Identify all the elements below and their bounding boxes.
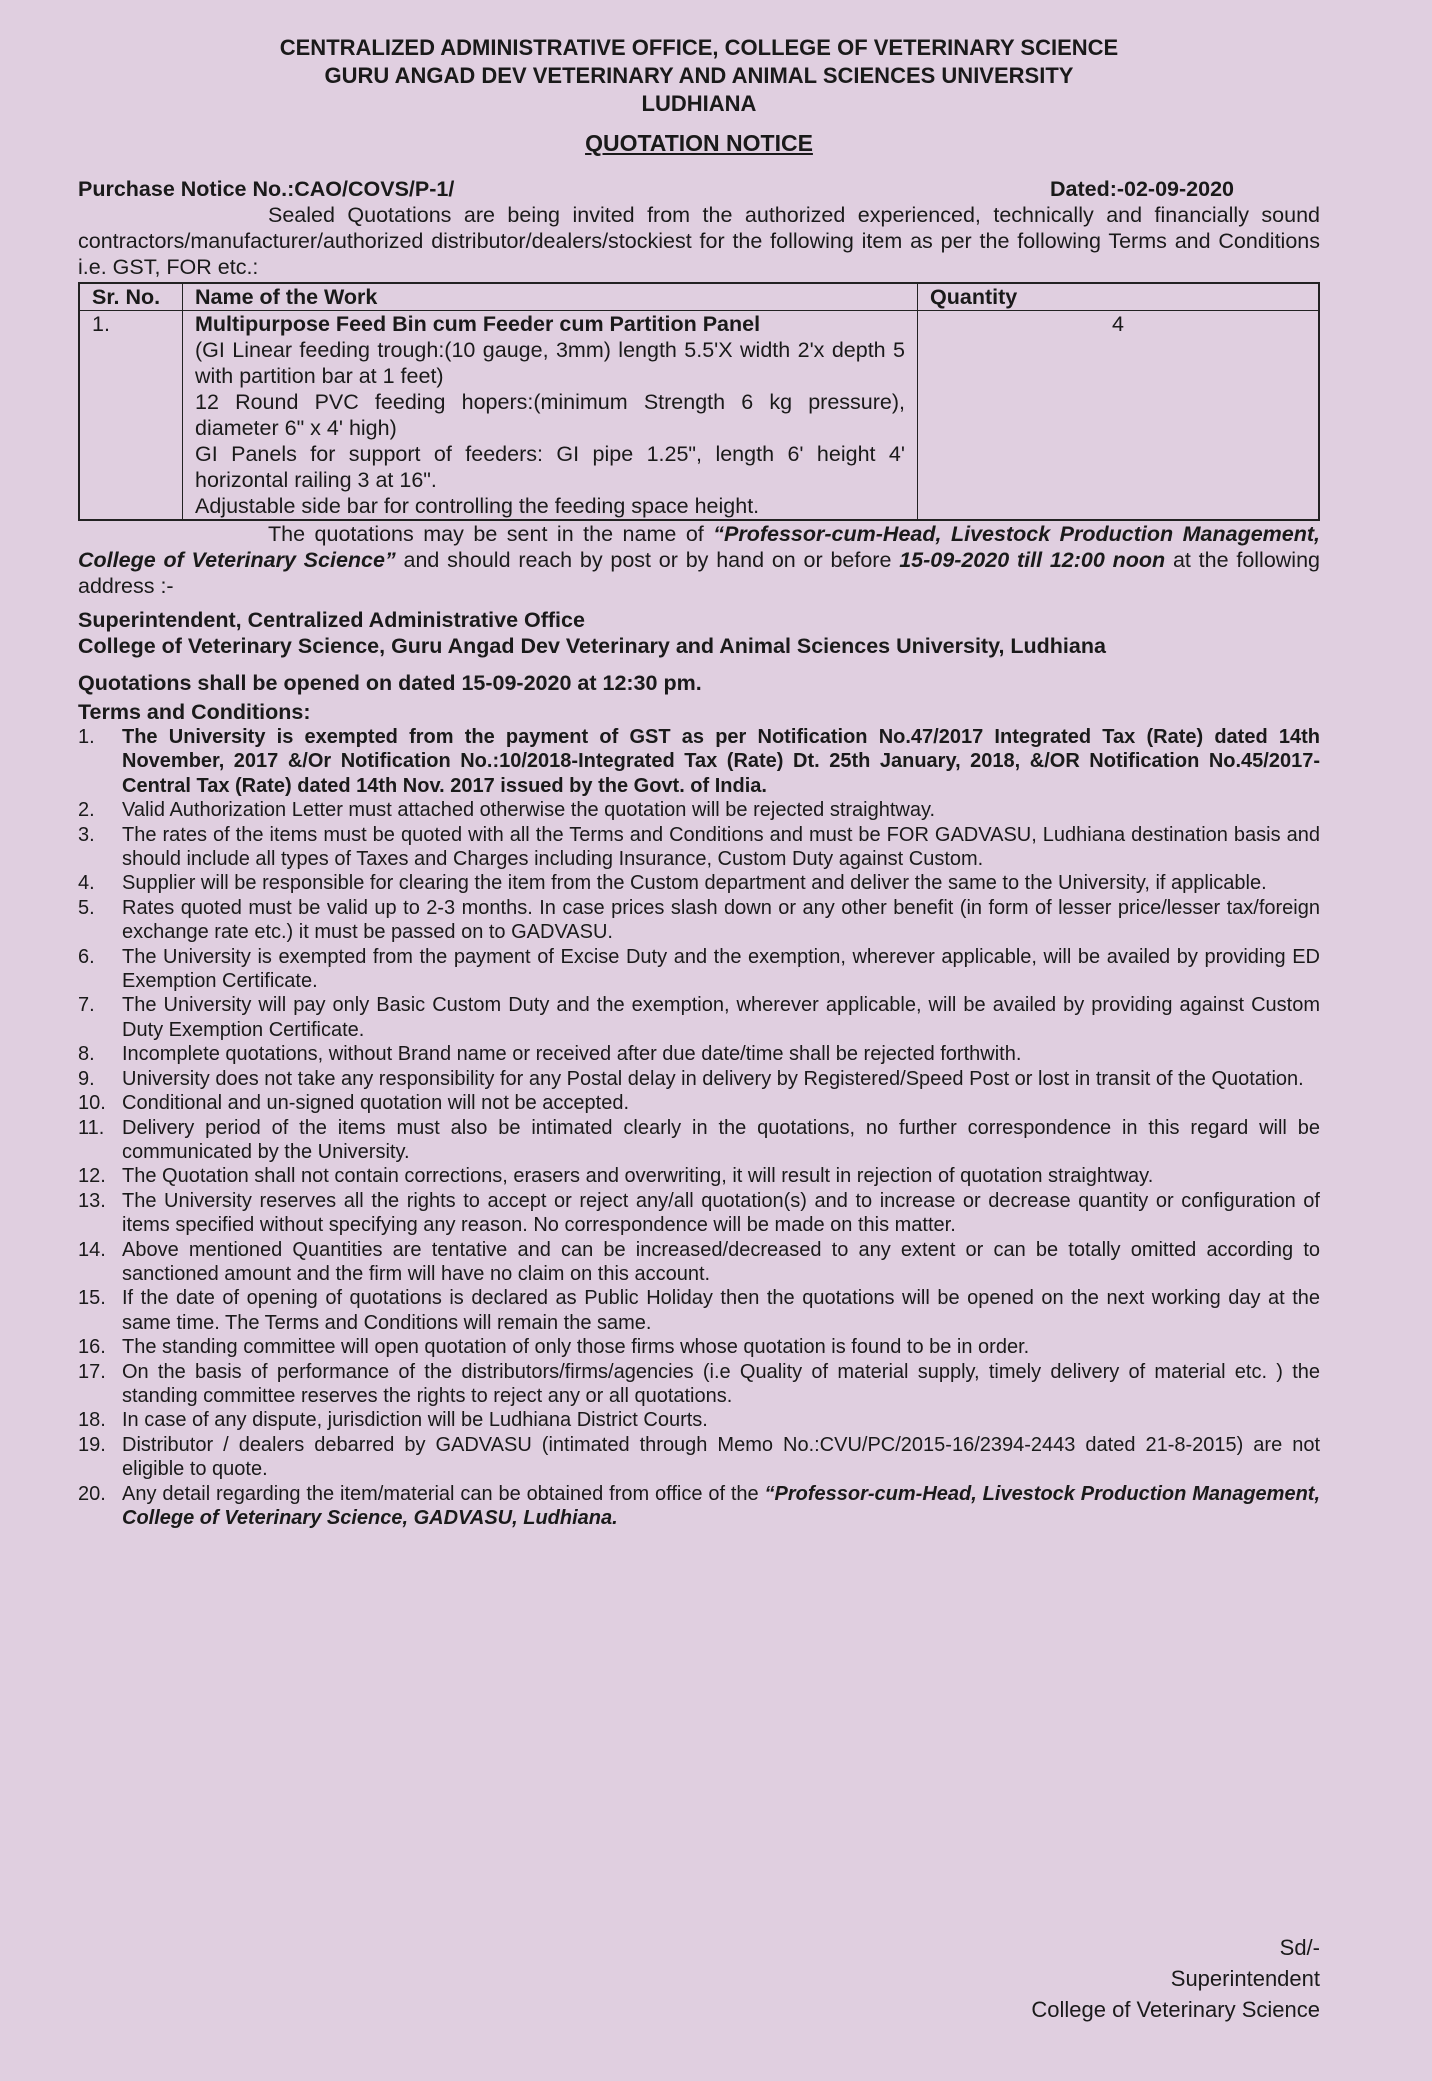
letterhead-line-3: LUDHIANA: [641, 91, 757, 116]
letterhead-line-2: GURU ANGAD DEV VETERINARY AND ANIMAL SCIENCES UNIVERSITY: [324, 63, 1074, 88]
list-item: 17. On the basis of performance of the distributors/firms/agencies (i.e Quality of material supply, timely delivery of material etc. ) the standing committee reserves the rights to reject any or all quotations.: [78, 1360, 1320, 1407]
list-item: 13. The University reserves all the rights to accept or reject any/all quotation(s) and to increase or decrease quantity or configuration of items specified without specifying any reason. No correspondence will be made on this matter.: [78, 1189, 1320, 1237]
list-item: 5. Rates quoted must be valid up to 2-3 months. In case prices slash down or any other benefit (in form of lesser price/lesser tax/foreign exchange rate etc.) it must be passed on to GADVASU.: [78, 896, 1320, 944]
send-post: at the following address :-: [78, 548, 1321, 598]
list-item: 11. Delivery period of the items must also be intimated clearly in the quotations, no further correspondence in this regard will be communicated by the University.: [78, 1116, 1320, 1163]
row-work-description: [183, 311, 918, 521]
opening-date: Quotations shall be opened on dated 15-09-2020 at 12:30 pm.: [78, 671, 702, 695]
terms-heading: Terms and Conditions:: [78, 700, 311, 724]
item-spec-2: 12 Round PVC feeding hopers:(minimum Strength 6 kg pressure), diameter 6" x 4' high): [195, 390, 905, 440]
list-item: 6. The University is exempted from the payment of Excise Duty and the exemption, wherever applicable, will be availed by providing ED Exemption Certificate.: [78, 945, 1320, 993]
send-pre: The quotations may be sent in the name of: [268, 522, 714, 546]
list-item: 16. The standing committee will open quotation of only those firms whose quotation is found to be in order.: [78, 1336, 1030, 1359]
notice-title: QUOTATION NOTICE: [585, 130, 813, 156]
letterhead-line-1: CENTRALIZED ADMINISTRATIVE OFFICE, COLLEGE OF VETERINARY SCIENCE: [279, 35, 1119, 60]
list-item: 18. In case of any dispute, jurisdiction will be Ludhiana District Courts.: [78, 1409, 708, 1432]
list-item: 20. Any detail regarding the item/material can be obtained from office of the “Professor-cum-Head, Livestock Production Management, College of Veterinary Science, GADVASU, Ludhiana.: [78, 1482, 1321, 1529]
letterhead: [78, 34, 1320, 118]
item-spec-1: (GI Linear feeding trough:(10 gauge, 3mm) length 5.5'X width 2'x depth 5 with partition bar at 1 feet): [195, 338, 905, 388]
signature-designation: Superintendent: [1170, 1966, 1320, 1991]
col-sr-no: Sr. No.: [79, 283, 183, 311]
list-item: 10. Conditional and un-signed quotation will not be accepted.: [78, 1092, 630, 1115]
list-item: 7. The University will pay only Basic Custom Duty and the exemption, wherever applicable, will be availed by providing against Custom Duty Exemption Certificate.: [78, 994, 1320, 1041]
send-recipient: “Professor-cum-Head, Livestock Production Management, College of Veterinary Science”: [78, 522, 1320, 572]
item-title: Multipurpose Feed Bin cum Feeder cum Partition Panel: [195, 312, 761, 336]
list-item: 1. The University is exempted from the payment of GST as per Notification No.47/2017 Integrated Tax (Rate) dated 14th November, 2017 &/Or Notification No.:10/2018-Integrated Tax (Rate) Dt. 25th January, 2018, &/OR Notification No.45/2017-Central Tax (Rate) dated 14th Nov. 2017 issued by the Govt. of India.: [78, 726, 1320, 797]
address-line-1: Superintendent, Centralized Administrative Office: [78, 608, 585, 632]
item-spec-3: GI Panels for support of feeders: GI pipe 1.25", length 6' height 4' horizontal railing 3 at 16".: [195, 442, 905, 492]
purchase-notice-number: Purchase Notice No.:CAO/COVS/P-1/: [78, 177, 455, 201]
notice-reference: [78, 177, 1320, 202]
send-instructions: [78, 521, 1320, 599]
list-item: 2. Valid Authorization Letter must attached otherwise the quotation will be rejected straightway.: [78, 799, 936, 822]
item-spec-4: Adjustable side bar for controlling the feeding space height.: [195, 494, 760, 518]
send-mid: and should reach by post or by hand on or before: [395, 548, 900, 572]
list-item: 8. Incomplete quotations, without Brand name or received after due date/time shall be rejected forthwith.: [78, 1043, 1022, 1066]
list-item: 14. Above mentioned Quantities are tentative and can be increased/decreased to any extent or can be totally omitted according to sanctioned amount and the firm will have no claim on this account.: [78, 1238, 1320, 1285]
col-quantity: Quantity: [918, 283, 1320, 311]
list-item: 4. Supplier will be responsible for clearing the item from the Custom department and deliver the same to the University, if applicable.: [78, 872, 1267, 895]
signature-block: [1031, 1932, 1320, 2025]
terms-list: [78, 725, 1320, 1530]
items-table: [78, 282, 1320, 521]
list-item: 12. The Quotation shall not contain corrections, erasers and overwriting, it will result in rejection of quotation straightway.: [78, 1165, 1154, 1188]
address-line-2: College of Veterinary Science, Guru Angad Dev Veterinary and Animal Sciences University, Ludhiana: [78, 634, 1106, 658]
list-item: 19. Distributor / dealers debarred by GADVASU (intimated through Memo No.:CVU/PC/2015-16/2394-2443 dated 21-8-2015) are not eligible to quote.: [78, 1433, 1320, 1481]
list-item: 15. If the date of opening of quotations is declared as Public Holiday then the quotations will be opened on the next working day at the same time. The Terms and Conditions will remain the same.: [78, 1287, 1320, 1334]
signature-sd: Sd/-: [1279, 1935, 1320, 1960]
send-deadline: 15-09-2020 till 12:00 noon: [899, 548, 1166, 572]
delivery-address: [78, 607, 1320, 659]
table-header-row: [79, 283, 1319, 311]
intro-paragraph: Sealed Quotations are being invited from the authorized experienced, technically and financially sound contractors/manufacturer/authorized distributor/dealers/stockiest for the following item as per the following Terms and Conditions i.e. GST, FOR etc.:: [78, 203, 1320, 279]
col-name-of-work: Name of the Work: [183, 283, 918, 311]
list-item: 9. University does not take any responsibility for any Postal delay in delivery by Registered/Speed Post or lost in transit of the Quotation.: [78, 1067, 1304, 1090]
row-quantity: 4: [918, 311, 1320, 521]
table-row: [79, 311, 1319, 521]
row-sr-no: 1.: [79, 311, 183, 521]
list-item: 3. The rates of the items must be quoted with all the Terms and Conditions and must be FOR GADVASU, Ludhiana destination basis and should include all types of Taxes and Charges including Insurance, Custom Duty against Custom.: [78, 823, 1320, 871]
signature-office: College of Veterinary Science: [1031, 1997, 1320, 2022]
notice-date: Dated:-02-09-2020: [1049, 177, 1234, 201]
